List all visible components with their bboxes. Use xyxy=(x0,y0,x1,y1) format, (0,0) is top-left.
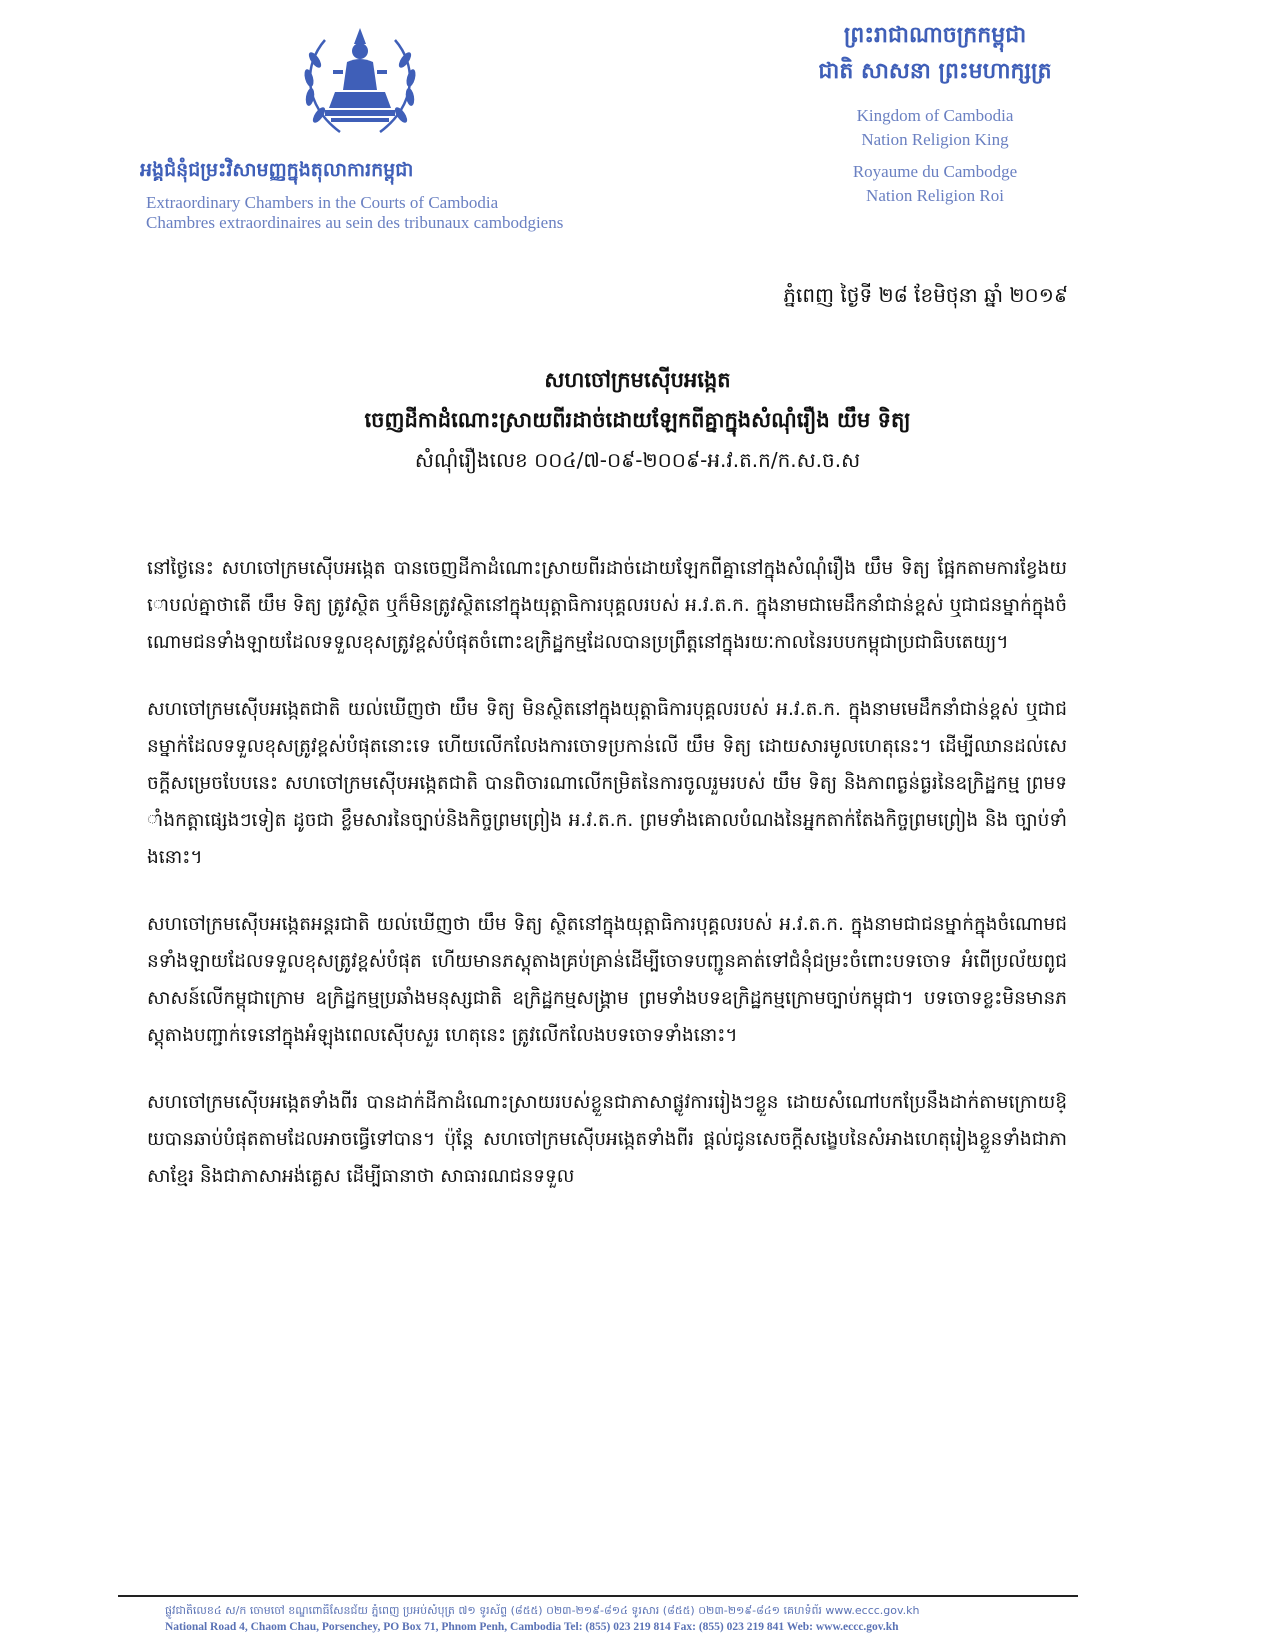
footer-address-english: National Road 4, Chaom Chau, Porsenchey, PO Box 71, Phnom Penh, Cambodia Tel: (855) 023 219 814 Fax: (855) 023 219 841 Web: www.eccc.gov.kh xyxy=(165,1621,899,1633)
paragraph: សហចៅក្រមស៊ើបអង្កេតទាំងពីរ បានដាក់ដីកាដំណោះស្រាយរបស់ខ្លួនជាភាសាផ្លូវការរៀងៗខ្លួន ដោយសំណៅបកប្រែនឹងដាក់តាមក្រោយឱ្យបានឆាប់បំផុតតាមដែលអាចធ្វើទៅបាន។ ប៉ុន្តែ សហចៅក្រមស៊ើបអង្កេតទាំងពីរ ផ្តល់ជូនសេចក្តីសង្ខេបនៃសំអាងហេតុរៀងខ្លួនទាំងជាភាសាខ្មែរ និងជាភាសាអង់គ្លេស ដើម្បីធានាថា សាធារណជនទទួល xyxy=(147,1092,1067,1187)
header-right xyxy=(770,14,1100,208)
org-name-khmer: អង្គជំនុំជម្រះវិសាមញ្ញក្នុងតុលាការកម្ពុជា xyxy=(140,159,414,181)
kingdom-english-1: Kingdom of Cambodia xyxy=(856,106,1014,125)
kingdom-khmer-line2: ជាតិ សាសនា ព្រះមហាក្សត្រ xyxy=(818,59,1052,84)
kingdom-french-1: Royaume du Cambodge xyxy=(852,162,1018,181)
title-line-1: សហចៅក្រមស៊ើបអង្កេត xyxy=(544,368,731,392)
org-name-english: Extraordinary Chambers in the Courts of Cambodia xyxy=(146,193,499,212)
eccc-emblem-icon xyxy=(285,20,435,150)
paragraph: នៅថ្ងៃនេះ សហចៅក្រមស៊ើបអង្កេត បានចេញដីកាដំណោះស្រាយពីរដាច់ដោយឡែកពីគ្នានៅក្នុងសំណុំរឿង យឹម ទិត្យ ផ្អែកតាមការខ្វែងយោបល់គ្នាថាតើ យឹម ទិត្យ ត្រូវស្ថិត ឬក៏មិនត្រូវស្ថិតនៅក្នុងយុត្តាធិការបុគ្គលរបស់ អ.វ.ត.ក. ក្នុងនាមជាមេដឹកនាំជាន់ខ្ពស់ ឬជាជនម្នាក់ក្នុងចំណោមជនទាំងឡាយដែលទទួលខុសត្រូវខ្ពស់បំផុតចំពោះឧក្រិដ្ឋកម្មដែលបានប្រព្រឹត្តនៅក្នុងរយៈកាលនៃរបបកម្ពុជាប្រជាធិបតេយ្យ។ xyxy=(147,558,1067,653)
paragraph: សហចៅក្រមស៊ើបអង្កេតអន្តរជាតិ យល់ឃើញថា យឹម ទិត្យ ស្ថិតនៅក្នុងយុត្តាធិការបុគ្គលរបស់ អ.វ.ត.ក. ក្នុងនាមជាជនម្នាក់ក្នុងចំណោមជនទាំងឡាយដែលទទួលខុសត្រូវខ្ពស់បំផុត ហើយមានភស្តុតាងគ្រប់គ្រាន់ដើម្បីចោទបញ្ជូនគាត់ទៅជំនុំជម្រះចំពោះបទចោទ អំពើប្រល័យពូជសាសន៍លើកម្ពុជាក្រោម ឧក្រិដ្ឋកម្មប្រឆាំងមនុស្សជាតិ ឧក្រិដ្ឋកម្មសង្គ្រាម ព្រមទាំងបទឧក្រិដ្ឋកម្មក្រោមច្បាប់កម្ពុជា។ បទចោទខ្លះមិនមានភស្តុតាងបញ្ជាក់ទេនៅក្នុងអំឡុងពេលស៊ើបសួរ ហេតុនេះ ត្រូវលើកលែងបទចោទទាំងនោះ។ xyxy=(147,914,1067,1046)
kingdom-french-2: Nation Religion Roi xyxy=(866,186,1004,205)
case-number: សំណុំរឿងលេខ ០០៤/៧-០៩-២០០៩-អ.វ.ត.ក/ក.ស.ច.ស xyxy=(414,448,861,472)
kingdom-french xyxy=(770,160,1100,208)
title-block xyxy=(110,360,1165,480)
org-name-french: Chambres extraordinaires au sein des tribunaux cambodgiens xyxy=(146,213,564,232)
paragraph: សហចៅក្រមស៊ើបអង្កេតជាតិ យល់ឃើញថា យឹម ទិត្យ មិនស្ថិតនៅក្នុងយុត្តាធិការបុគ្គលរបស់ អ.វ.ត.ក. ក្នុងនាមមេដឹកនាំជាន់ខ្ពស់ ឬជាជនម្នាក់ដែលទទួលខុសត្រូវខ្ពស់បំផុតនោះទេ ហើយលើកលែងការចោទប្រកាន់លើ យឹម ទិត្យ ដោយសារមូលហេតុនេះ។ ដើម្បីឈានដល់សេចក្តីសម្រេចបែបនេះ សហចៅក្រមស៊ើបអង្កេតជាតិ បានពិចារណាលើកម្រិតនៃការចូលរួមរបស់ យឹម ទិត្យ និងភាពធ្ងន់ធ្ងរនៃឧក្រិដ្ឋកម្ម ព្រមទាំងកត្តាផ្សេងៗទៀត ដូចជា ខ្លឹមសារនៃច្បាប់និងកិច្ចព្រមព្រៀង អ.វ.ត.ក. ព្រមទាំងគោលបំណងនៃអ្នកតាក់តែងកិច្ចព្រមព្រៀង និង ច្បាប់ទាំងនោះ។ xyxy=(147,699,1067,868)
footer-divider xyxy=(118,1595,1078,1597)
kingdom-khmer-line1: ព្រះរាជាណាចក្រកម្ពុជា xyxy=(843,23,1027,48)
kingdom-english-2: Nation Religion King xyxy=(861,130,1009,149)
date-line: ភ្នំពេញ ថ្ងៃទី ២៨ ខែមិថុនា ឆ្នាំ ២០១៩ xyxy=(783,283,1068,307)
kingdom-english xyxy=(770,104,1100,152)
title-line-2: ចេញដីកាដំណោះស្រាយពីរដាច់ដោយឡែកពីគ្នាក្នុងសំណុំរឿង យឹម ទិត្យ xyxy=(364,408,911,432)
body-text xyxy=(147,550,1067,1225)
footer-address-khmer: ផ្លូវជាតិលេខ៤ ស/ក ចោមចៅ ខណ្ឌពោធិ៍សែនជ័យ ភ្នំពេញ ប្រអប់សំបុត្រ ៧១ ទូរស័ព្ទ (៨៥៥) ០២៣-២១៩-៨១៤ ទូរសារ (៨៥៥) ០២៣-២១៩-៨៤១ គេហទំព័រ www.eccc.gov.kh xyxy=(165,1604,920,1617)
